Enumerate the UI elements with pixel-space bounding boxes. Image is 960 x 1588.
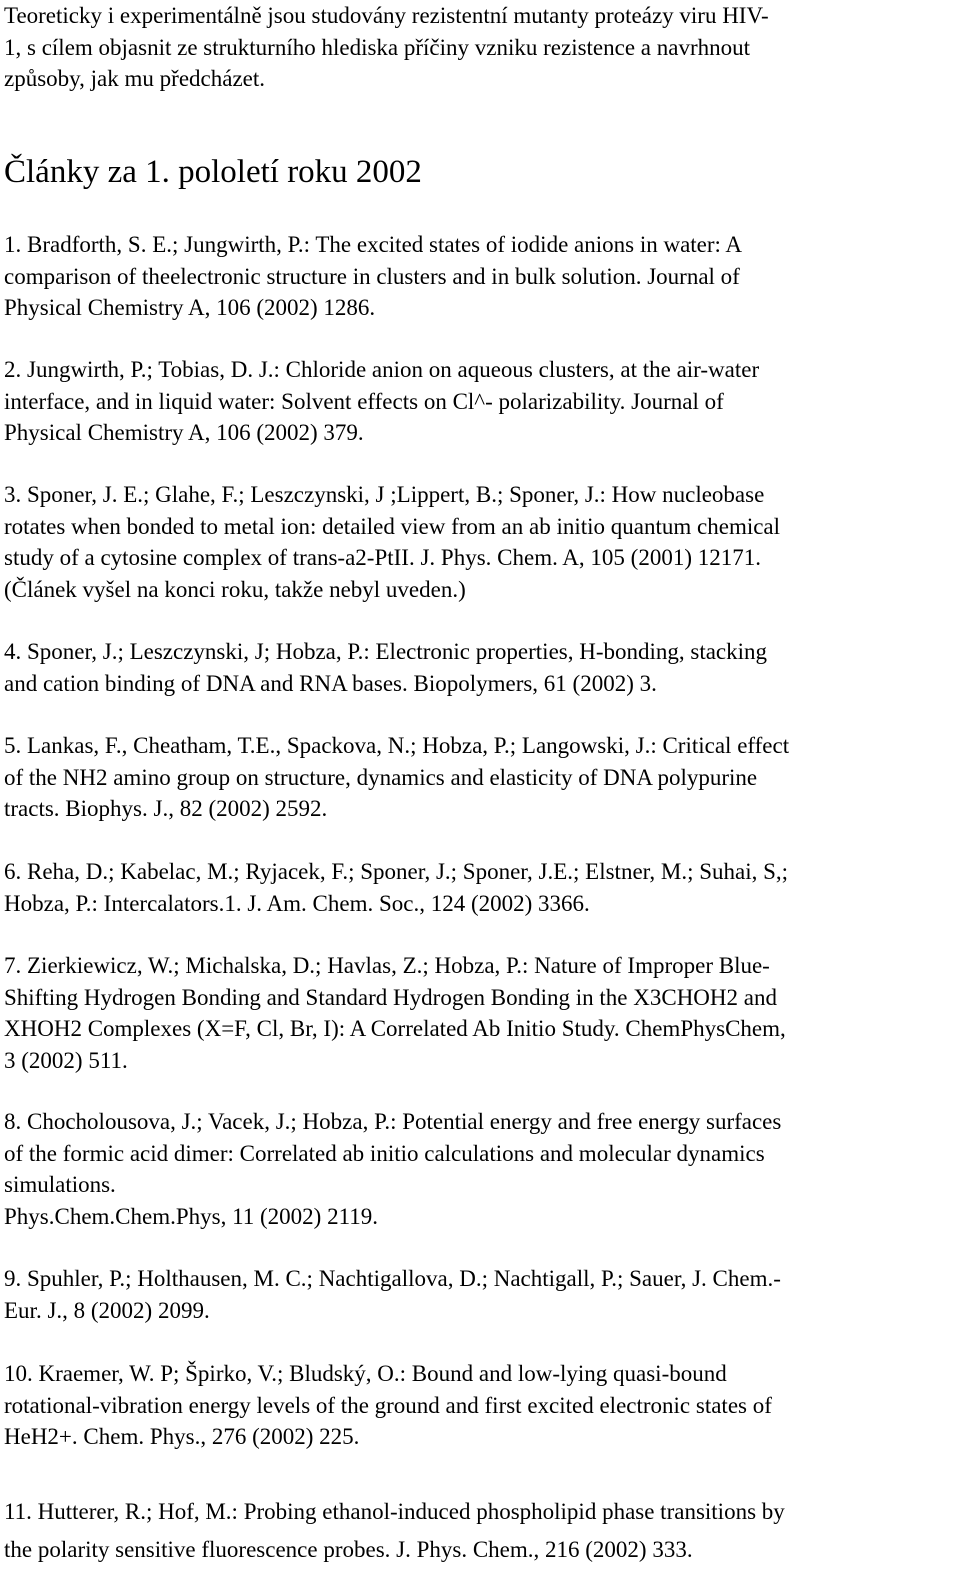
reference-line: XHOH2 Complexes (X=F, Cl, Br, I): A Correlated Ab Initio Study. ChemPhysChem,	[4, 1016, 786, 1041]
reference-5	[4, 730, 954, 825]
reference-line: 1. Bradforth, S. E.; Jungwirth, P.: The excited states of iodide anions in water: A	[4, 232, 743, 257]
reference-line: 10. Kraemer, W. P; Špirko, V.; Bludský, O.: Bound and low-lying quasi-bound	[4, 1361, 727, 1386]
reference-line: 3. Sponer, J. E.; Glahe, F.; Leszczynski, J ;Lippert, B.; Sponer, J.: How nucleobase	[4, 482, 765, 507]
reference-line: Hobza, P.: Intercalators.1. J. Am. Chem. Soc., 124 (2002) 3366.	[4, 890, 590, 916]
reference-line: interface, and in liquid water: Solvent effects on Cl^- polarizability. Journal of	[4, 388, 724, 414]
reference-line: (Článek vyšel na konci roku, takže nebyl uveden.)	[4, 576, 466, 602]
reference-7	[4, 950, 954, 1076]
reference-line: 9. Spuhler, P.; Holthausen, M. C.; Nachtigallova, D.; Nachtigall, P.; Sauer, J. Chem.-	[4, 1266, 781, 1291]
reference-line: 6. Reha, D.; Kabelac, M.; Ryjacek, F.; Sponer, J.; Sponer, J.E.; Elstner, M.; Suhai, S,;	[4, 859, 789, 884]
section-heading: Články za 1. pololetí roku 2002	[4, 154, 422, 190]
reference-line: Shifting Hydrogen Bonding and Standard Hydrogen Bonding in the X3CHOH2 and	[4, 984, 777, 1010]
reference-line: rotates when bonded to metal ion: detailed view from an ab initio quantum chemical	[4, 513, 781, 539]
reference-line: 2. Jungwirth, P.; Tobias, D. J.: Chloride anion on aqueous clusters, at the air-water	[4, 357, 760, 382]
reference-2	[4, 354, 954, 449]
reference-line: 3 (2002) 511.	[4, 1047, 128, 1073]
reference-line: of the formic acid dimer: Correlated ab initio calculations and molecular dynamics	[4, 1140, 765, 1166]
intro-paragraph	[4, 0, 954, 95]
reference-line: tracts. Biophys. J., 82 (2002) 2592.	[4, 796, 328, 821]
reference-line: study of a cytosine complex of trans-a2-PtII. J. Phys. Chem. A, 105 (2001) 12171.	[4, 545, 761, 570]
reference-line: comparison of theelectronic structure in clusters and in bulk solution. Journal of	[4, 263, 740, 289]
reference-6	[4, 856, 954, 919]
intro-line: 1, s cílem objasnit ze strukturního hlediska příčiny vzniku rezistence a navrhnout	[4, 34, 751, 60]
reference-4	[4, 636, 954, 699]
reference-line: Phys.Chem.Chem.Phys, 11 (2002) 2119.	[4, 1203, 378, 1229]
reference-1	[4, 229, 954, 324]
reference-line: rotational-vibration energy levels of the ground and first excited electronic states of	[4, 1392, 772, 1418]
reference-line: of the NH2 amino group on structure, dynamics and elasticity of DNA polypurine	[4, 764, 758, 790]
reference-line: 8. Chocholousova, J.; Vacek, J.; Hobza, P.: Potential energy and free energy surfaces	[4, 1109, 782, 1134]
reference-line: 4. Sponer, J.; Leszczynski, J; Hobza, P.: Electronic properties, H-bonding, stacking	[4, 639, 768, 664]
reference-9	[4, 1263, 954, 1326]
reference-10	[4, 1358, 954, 1453]
reference-8	[4, 1106, 954, 1232]
reference-line: 11. Hutterer, R.; Hof, M.: Probing ethanol-induced phospholipid phase transitions by	[4, 1499, 785, 1524]
reference-11	[4, 1493, 954, 1569]
reference-line: the polarity sensitive fluorescence probes. J. Phys. Chem., 216 (2002) 333.	[4, 1537, 693, 1562]
intro-line: Teoreticky i experimentálně jsou studovány rezistentní mutanty proteázy viru HIV-	[4, 3, 769, 28]
reference-line: 7. Zierkiewicz, W.; Michalska, D.; Havlas, Z.; Hobza, P.: Nature of Improper Blue-	[4, 953, 770, 978]
reference-3	[4, 479, 954, 605]
reference-line: 5. Lankas, F., Cheatham, T.E., Spackova, N.; Hobza, P.; Langowski, J.: Critical effect	[4, 733, 790, 758]
intro-line: způsoby, jak mu předcházet.	[4, 66, 265, 91]
reference-line: Eur. J., 8 (2002) 2099.	[4, 1297, 210, 1323]
reference-line: HeH2+. Chem. Phys., 276 (2002) 225.	[4, 1424, 360, 1449]
reference-line: and cation binding of DNA and RNA bases. Biopolymers, 61 (2002) 3.	[4, 670, 657, 696]
reference-line: Physical Chemistry A, 106 (2002) 379.	[4, 420, 364, 445]
reference-line: simulations.	[4, 1172, 116, 1197]
reference-line: Physical Chemistry A, 106 (2002) 1286.	[4, 295, 376, 320]
